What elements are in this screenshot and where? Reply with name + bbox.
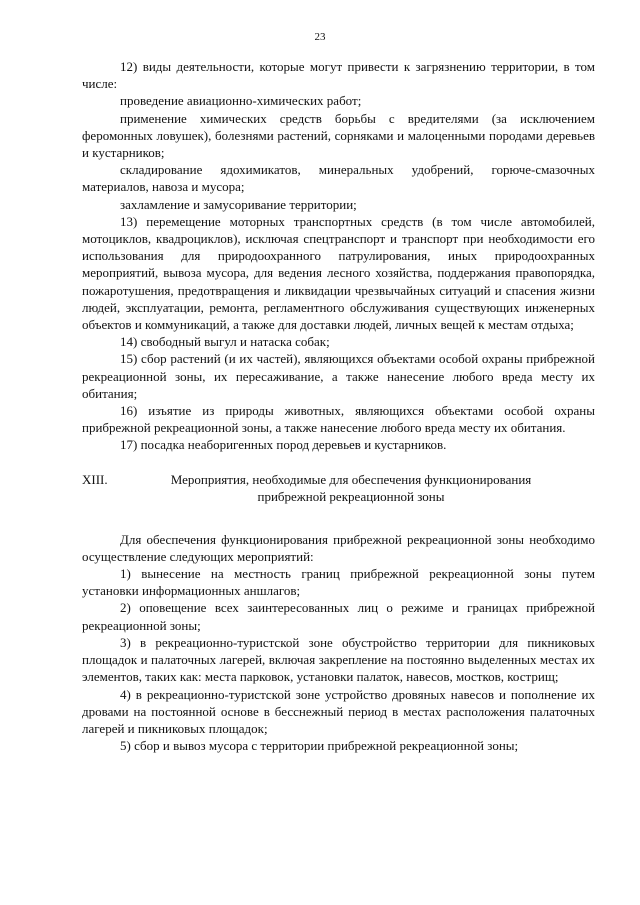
paragraph: 17) посадка неаборигенных пород деревьев и кустарников.: [120, 437, 447, 453]
section-heading: [82, 471, 595, 505]
paragraph: 4) в рекреационно-туристской зоне устройство дровяных навесов и пополнение их дровами на постоянной основе в бесснежный период в местах расположения палаточных лагерей и пикниковых площадок;: [82, 686, 595, 736]
paragraph: Для обеспечения функционирования прибрежной рекреационной зоны необходимо осуществление следующих мероприятий:: [82, 531, 595, 564]
page-number: 23: [314, 31, 326, 43]
section-title-line: прибрежной рекреационной зоны: [257, 488, 445, 504]
paragraph: 3) в рекреационно-туристской зоне обустройство территории для пикниковых площадок и палаточных лагерей, включая закрепление на постоянно выделенных местах их элементов, таких как: места парковок, установки палаток, навесов, мостков, кострищ;: [82, 634, 595, 685]
paragraph: 1) вынесение на местность границ прибрежной рекреационной зоны путем установки информационных аншлагов;: [82, 566, 595, 599]
paragraph: 2) оповещение всех заинтересованных лиц о режиме и границах прибрежной рекреационной зоны;: [82, 600, 595, 633]
page-content: [82, 58, 595, 754]
paragraph: проведение авиационно-химических работ;: [120, 93, 362, 109]
paragraph: захламление и замусоривание территории;: [120, 196, 357, 212]
paragraph: 13) перемещение моторных транспортных средств (в том числе автомобилей, мотоциклов, квадроциклов), исключая спецтранспорт и транспорт при необходимости его использования для природоохранного патрулирования, иных природоохранных мероприятий, вывоза мусора, для ведения лесного хозяйства, поддержания правопорядка, пожаротушения, предотвращения и ликвидации чрезвычайных ситуаций и спасения жизни людей, эксплуатации, ремонта, регламентного обслуживания существующих инженерных объектов и коммуникаций, а также для доставки людей, личных вещей к местам отдыха;: [82, 213, 595, 333]
section-title-line: Мероприятия, необходимые для обеспечения функционирования: [170, 471, 532, 487]
section-number: XIII.: [82, 471, 108, 487]
paragraph: 5) сбор и вывоз мусора с территории прибрежной рекреационной зоны;: [120, 738, 519, 754]
paragraph: 15) сбор растений (и их частей), являющихся объектами особой охраны прибрежной рекреационной зоны, их пересаживание, а также нанесение любого вреда месту их обитания;: [82, 351, 595, 401]
paragraph: 14) свободный выгул и натаска собак;: [120, 334, 330, 350]
paragraph: 16) изъятие из природы животных, являющихся объектами особой охраны прибрежной рекреационной зоны, а также нанесение любого вреда месту их обитания.: [82, 403, 595, 436]
paragraph: применение химических средств борьбы с вредителями (за исключением феромонных ловушек), болезнями растений, сорняками и малоценными породами деревьев и кустарников;: [82, 110, 595, 161]
paragraph: 12) виды деятельности, которые могут привести к загрязнению территории, в том числе:: [82, 59, 595, 92]
paragraph: складирование ядохимикатов, минеральных удобрений, горюче-смазочных материалов, навоза и мусора;: [82, 162, 595, 195]
section-title: [107, 471, 595, 505]
